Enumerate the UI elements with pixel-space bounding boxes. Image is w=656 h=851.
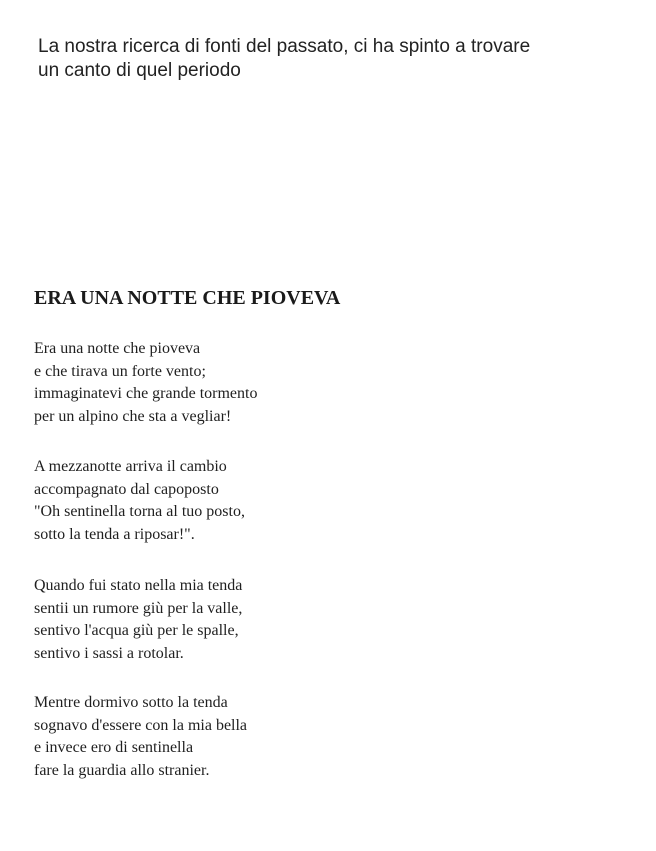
verse-line: sentivo l'acqua giù per le spalle, (34, 622, 239, 639)
verse-line: immaginatevi che grande tormento (34, 385, 258, 402)
verse-line: Quando fui stato nella mia tenda (34, 577, 243, 594)
verse-line: per un alpino che sta a vegliar! (34, 407, 232, 425)
stanza-2 (34, 456, 245, 546)
intro-paragraph (38, 35, 638, 83)
verse-line: A mezzanotte arriva il cambio (34, 458, 227, 475)
verse-line: Mentre dormivo sotto la tenda (34, 694, 228, 711)
poem-title: ERA UNA NOTTE CHE PIOVEVA (34, 287, 341, 309)
stanza-4 (34, 692, 247, 782)
verse-line: accompagnato dal capoposto (34, 480, 219, 498)
verse-line: Era una notte che pioveva (34, 340, 201, 357)
verse-line: e invece ero di sentinella (34, 739, 194, 756)
verse-line: "Oh sentinella torna al tuo posto, (34, 503, 245, 520)
verse-line: sognavo d'essere con la mia bella (34, 716, 248, 734)
stanza-1 (34, 338, 257, 428)
intro-line: La nostra ricerca di fonti del passato, ci ha spinto a trovare (38, 36, 531, 57)
verse-line: sentii un rumore giù per la valle, (34, 599, 243, 617)
verse-line: sotto la tenda a riposar!". (34, 525, 195, 543)
verse-line: sentivo i sassi a rotolar. (34, 644, 184, 662)
verse-line: e che tirava un forte vento; (34, 362, 206, 380)
stanza-3 (34, 575, 242, 665)
verse-line: fare la guardia allo stranier. (34, 761, 210, 779)
intro-line: un canto di quel periodo (38, 60, 241, 81)
